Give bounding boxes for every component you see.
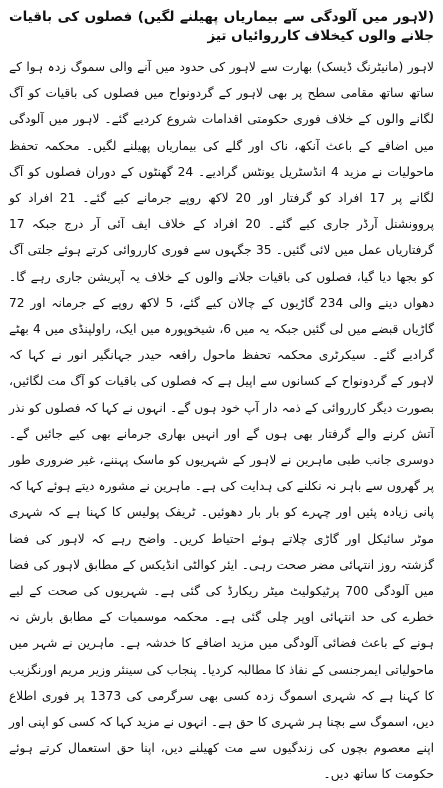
article-body-text: بھارت سے لاہور کی حدود میں آنے والی سموگ زدہ ہوا کے ساتھ ساتھ مقامی سطح پر بھی لاہور کے گردونواح میں فصلوں کی باقیات کو آگ لگانے والوں کے خلاف فوری حکومتی اقدامات شروع کردیے گئے۔ لاہور میں آلودگی میں اضافے کے باعث آنکھ، ناک اور گلے کی بیماریاں پھیلنے لگیں۔ محکمہ تحفظ ماحولیات نے مزید 4 انڈسٹریل یونٹس گرادیے۔ 24 گھنٹوں کے دوران فصلوں کو آگ لگانے پر 17 افراد کو گرفتار اور 20 لاکھ روپے جرمانے کیے گئے۔ 21 افراد کو پروونشنل آرڈر جاری کیے گئے۔ 20 افراد کے خلاف ایف آئی آر درج جبکہ 17 گرفتاریاں عمل میں لائی گئیں۔ 35 جگہوں سے فوری کارروائی کرتے ہوئے جلتی آگ کو بجھا دیا گیا، فصلوں کی باقیات جلانے والوں کے خلاف یہ آپریشن جاری رہے گا۔ دھواں دینے والی 234 گاڑیوں کے چالان کیے گئے، 5 لاکھ روپے کے جرمانہ اور 72 گاڑیاں قبضے میں لی گئیں جبکہ یہ میں 6، شیخوپورہ میں ایک، راولپنڈی میں 4 بھٹے گرادیے گئے۔ سیکرٹری محکمہ تحفظ ماحول رافعہ حیدر جہانگیر انور نے کہا کہ لاہور کے گردونواح کے کسانوں سے اپیل ہے کہ فصلوں کی باقیات کو آگ مت لگائیں، بصورت دیگر کارروائی کے ذمہ دار آپ خود ہوں گے۔ انہوں نے کہا کہ فصلوں کو نذر آتش کرنے والے گرفتار بھی ہوں گے اور انہیں بھاری جرمانے بھی کیے جائیں گے۔ دوسری جانب طبی ماہرین نے لاہور کے شہریوں کو ماسک پہننے، غیر ضروری طور پر گھروں سے باہر نہ نکلنے کی ہدایت کی ہے۔ ماہرین نے مشورہ دیتے ہوئے کہا کہ پانی زیادہ پئیں اور چہرے کو بار بار دھوئیں۔ ٹریفک پولیس کا کہنا ہے کہ شہری موٹر سائیکل اور گاڑی چلاتے ہوئے احتیاط کریں۔ واضح رہے کہ لاہور کی فضا گزشتہ روز انتہائی مضر صحت رہی۔ ایئر کوالٹی انڈیکس کے مطابق لاہور کی فضا میں آلودگی 700 پرٹیکولیٹ میٹر ریکارڈ کی گئی ہے۔ شہریوں کی صحت کے لیے خطرے کی حد انتہائی اوپر چلی گئی ہے۔ محکمہ موسمیات کے مطابق بارش نہ ہونے کے باعث فضائی آلودگی میں مزید اضافے کا خدشہ ہے۔ ماہرین نے شہر میں ماحولیاتی ایمرجنسی کے نفاذ کا مطالبہ کردیا۔ پنجاب کی سینئر وزیر مریم اورنگزیب کا کہنا ہے کہ شہری اسموگ زدہ کسی بھی سرگرمی کی 1373 پر فوری اطلاع دیں، اسموگ سے بچنا ہر شہری کا حق ہے۔ انہوں نے مزید کہا کہ کسی کو اپنی اور اپنے معصوم بچوں کی زندگیوں سے مت کھیلنے دیں، اپنا حق استعمال کرتے ہوئے حکومت کا ساتھ دیں۔ <box>9 60 435 782</box>
article-dateline: لاہور (مانیٹرنگ ڈیسک) <box>316 60 434 74</box>
article-headline: (لاہور میں آلودگی سے بیماریاں پھیلنے لگیں) فصلوں کی باقیات جلانے والوں کیخلاف کارروائیاں تیز <box>9 9 434 44</box>
article-body <box>9 54 434 788</box>
